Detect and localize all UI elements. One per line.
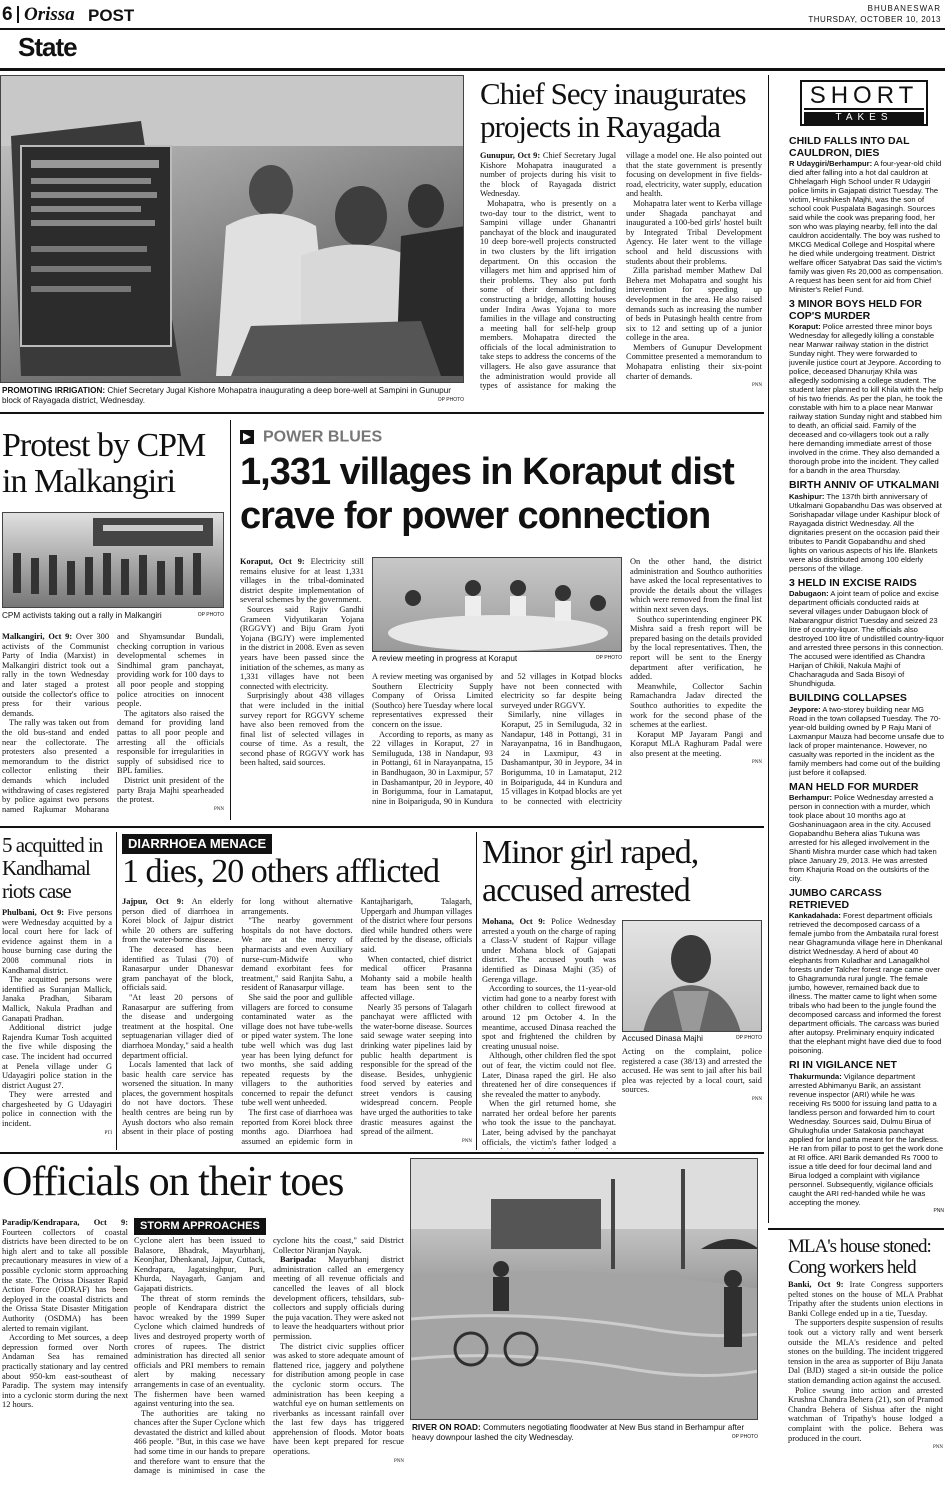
paragraph: The district civic supplies officer was asked to store adequate amount of flattened rice, jaggery and polythene for distribution among people in case the cyclonic storm occurs. The administration has been keeping a watchful eye on human settlements on riverbanks as incessant rainfall over the last few days has triggered apprehension of floods. Motor boats have been kept prepared for rescue operations. <box>273 1341 404 1457</box>
review-meeting-photo-art <box>373 558 622 652</box>
cpm-photo-caption <box>2 611 224 621</box>
paragraph: The authorities are taking no chances after the Super Cyclone which devastated the district and killed about 466 people. "But, in this case we have had some time in our hands to prepare and therefore want to ensure that the damage is minimised in case the cyclone hits the coast," said District Collector Niranjan Nayak. <box>134 1236 404 1476</box>
headline-storm: Officials on their toes <box>2 1160 344 1204</box>
byline: PTI <box>104 1130 112 1136</box>
paragraph: Koraput MP Jayaram Pangi and Koraput MLA Raghuram Padal were also present at the meeting. <box>630 729 762 758</box>
dateline: Dabugaon: <box>789 589 829 598</box>
accused-photo-art <box>623 921 762 1032</box>
short-take-item <box>789 299 944 475</box>
short-take-headline: JUMBO CARCASS RETRIEVED <box>789 887 882 911</box>
short-take-headline: 3 HELD IN EXCISE RAIDS <box>789 576 917 589</box>
short-takes-column <box>789 131 944 1221</box>
column-rule <box>230 420 231 820</box>
column-rule <box>476 832 477 1150</box>
article-power-col1 <box>240 557 364 815</box>
short-take-item <box>789 578 944 689</box>
paragraph: The agitators also raised the demand for providing land pattas to all poor people and arresting all the officials responsible for irregularities in supply of subsidised rice to BPL families. <box>117 708 224 776</box>
paragraph: Similarly, nine villages in Koraput, 25 in Semiluguda, 32 in Nandapur, 148 in Pottangi, 31 in Narayanpatna, 16 in Bandhugaon, 24 in Laxmipur, 43 in Dashamantpur, 30 in Jeypore, 34 in Borigumma, 10 in Lamataput, 212 in Boipariguda, 44 in Kundura and 15 villages in Kotpad blocks are yet to be connected with electricity <box>501 710 622 806</box>
paragraph: Mohapatra, who is presently on a two-day tour to the district, went to Sampini village under Ghanantri panchayat of the block and inaugurated 10 deep bore-well projects constructed in two clusters by the lift irrigation department. On this occasion the villagers met him and apprised him of their problems. They also put forth some of their demands including constructing a bridge, allotting houses under Indira Awas Yojana to more families in the village and constructing a meeting hall for self-help group members. Mohapatra directed the officials of the local administration to take steps to address the concerns of the villagers. He also gave assurance that the administration would provide all types of assistance for making the village a model one. He also pointed out that the state government is presently focusing on development in five fields-road, electricity, water supply, education and health. <box>480 151 762 391</box>
short-take-text: Police arrested three minor boys Wednesday for allegedly killing a constable near Manwar railway station in the district Sunday night. They were forwarded to juvenile justice court at Jeypore. According to police, deceased Dhanurjay Khila was allegedly sodomising a college student. The student later planned to kill Khila with the help of his two friends. As per the plan, he took the constable with him to a place near Manwar railway station Sunday night and stabbed him to death, an official said. Family of the deceased and co-villagers took out a rally here demanding immediate arrest of those involved in the crime. They also demanded a thorough probe into the incident. They called for a bandh in the area Thursday. <box>789 322 944 475</box>
story-rule <box>768 1228 944 1230</box>
headline-mla: MLA's house stoned: Cong workers held <box>788 1236 931 1278</box>
short-take-item <box>789 693 944 777</box>
short-take-text: A joint team of police and excise department officials conducted raids at several villages under Dabugaon block of Nabarangpur district Tuesday and seized 23 litre of country-liquor. The officials also destroyed 100 litre of undistilled country-liquor and arrested three persons in this connection. The accused were identified as Chandra Harijan of Chikili, Nakula Majhi of Chacharaguda and Sada Bisoyi of Shundhiguda. <box>789 589 944 688</box>
short-take-headline: MAN HELD FOR MURDER <box>789 780 919 793</box>
paragraph: On the other hand, the district administration and Southco authorities have asked the local representatives to provide the details about the villages which were removed from the final list within next seven days. <box>630 557 762 614</box>
short-take-text: The 137th birth anniversary of Utkalmani Gopabandhu Das was observed at Sorishapadar village under Kashipur block of Rayagada district Wednesday. All the dignitaries present on the occasion paid their tributes to Pandit Gopabandhu and shed lights on various aspects of his life. Blankets were also distributed among 100 elderly persons of the village. <box>789 491 942 573</box>
dateline: Gunupur, Oct 9: <box>480 151 541 160</box>
short-take-item <box>789 888 944 1055</box>
article-minor-col2 <box>622 1047 762 1149</box>
dateline: R Udaygiri/Berhampur: <box>789 159 873 168</box>
masthead-divider <box>17 6 19 23</box>
article-minor-col1 <box>482 917 616 1149</box>
paragraph: Irate Congress supporters pelted stones on the house of MLA Prabhat Tripathy after the students union elections in Banki College ended up in a tie, Tuesday. <box>788 1280 943 1318</box>
review-meeting-caption <box>372 654 622 664</box>
paragraph: The threat of storm reminds the people of Kendrapara district the havoc wreaked by the 1999 Super Cyclone which claimed hundreds of lives and destroyed property worth of crores of rupees. The district administration has directed all senior officials and PRI members to remain alert by making necessary arrangements in case of an eventuality. The fishermen have been warned against venturing into the sea. <box>134 1293 265 1409</box>
byline: PNN <box>393 1458 404 1464</box>
paragraph: "The nearby government hospitals do not have doctors. We are at the mercy of pharmacists and even Auxiliary nurse-cum-Midwife who demand exorbitant fees for treatment," said Ranjita Sahu, a resident of Ranasarpur village. <box>241 916 353 993</box>
short-take-text: Police Wednesday arrested a person in connection with a murder, which took place about 10 months ago at Goshaninuagaon area in the city. Accused Gopabandhu Behera alias Tukuna was arrested for his alleged involvement in the Shanti Mishra murder case which had taken place January 29, 2013. He was arrested from Khajuria Road on the outskirts of the city. <box>789 793 937 883</box>
paragraph: When the girl returned home, she narrated her ordeal before her parents who took the issue to the panchayat. Later, being advised by the panchayat officials, the victim's father lodged a <box>482 1099 616 1147</box>
caption-text: Chief Secretary Jugal Kishore Mohapatra inaugurating a deep bore-well at Sampini in Gunupur block of Rayagada district, Wednesday. <box>2 386 452 405</box>
caption-label: PROMOTING IRRIGATION: <box>2 386 106 395</box>
article-power-col2 <box>372 672 622 815</box>
paragraph: Police Wednesday arrested a youth on the charge of raping a Class-V student of Rajpur village under Mohana block of Gajapati district. The accused youth was identified as Dinasa Majhi (35) of Gerenga village. <box>482 917 616 984</box>
short-take-headline: BUILDING COLLAPSES <box>789 692 907 704</box>
short-takes-logo <box>800 80 928 126</box>
paper-name-italic: Orissa <box>24 4 75 25</box>
paragraph: Acting on the complaint, police registered a case (38/13) and arrested the accused. He was sent to jail after his bail plea was rejected by a local court, said sources. <box>622 1047 762 1095</box>
accused-photo <box>622 920 762 1032</box>
column-rule <box>116 832 117 1150</box>
dateline: Malkangiri, Oct 9: <box>2 632 73 641</box>
article-kandhamal <box>2 908 112 1148</box>
paragraph: Five persons were Wednesday acquitted by a local court here for lack of evidence against them in a house burning case during the 2008 communal riots in Kandhamal district. <box>2 908 112 975</box>
caption-text: Accused Dinasa Majhi <box>622 1034 704 1043</box>
headline-power: 1,331 villages in Koraput dist crave for power connection <box>240 451 734 537</box>
dateline: Paradip/Kendrapara, Oct 9: <box>2 1218 128 1227</box>
paragraph: Chief Secretary Jugal Kishore Mohapatra inaugurated a number of projects during his visit to the block of Rayagada district Wednesday. <box>480 151 617 199</box>
dateline: Koraput, Oct 9: <box>240 557 305 566</box>
short-take-item <box>789 782 944 884</box>
paragraph: Locals lamented that lack of basic health care service has worsened the situation. In many places, the government hospitals do not have doctors. These health centres are being run by Ayush doctors who also remain absent in their place of posting for long without alternative arrangements. <box>122 897 353 1137</box>
dateline: Kankadahada: <box>789 911 841 920</box>
paragraph: Zilla parishad member Mathew Dal Behera met Mohapatra and sought his intervention for speeding up development in the area. He also raised demands such as increasing the number of beds in Putasingh health centre from six to 12 and setting up of a junior college in the area. <box>626 266 762 343</box>
byline: PNN <box>751 1096 762 1102</box>
photo-credit: OP PHOTO <box>197 612 224 618</box>
section-rule <box>0 68 945 71</box>
article-storm-col1 <box>2 1218 128 1484</box>
dateline: Mohana, Oct 9: <box>482 917 546 926</box>
story-rule <box>0 826 764 828</box>
column-rule <box>768 75 769 1223</box>
section-title: State <box>18 32 77 62</box>
paragraph: The first case of diarrhoea was reported from Korei block three months ago. Diarrhoea had assumed an epidemic form in Kantajharigarh, Talagarh, Uppergarh and Jhumpan villages of the district where four persons died while hundred others were affected by the disease, officials said. <box>241 897 472 1146</box>
headline-kandhamal: 5 acquitted in Kandhamal riots case <box>2 834 103 903</box>
paragraph: Sources said Rajiv Gandhi Grameen Vidyutikaran Yojana (RGGVY) and Biju Gram Jyoti Yojana (BGJY) were implemented in the district in 2008. Even as seven years have been passed since the initiation of the schemes, as many as 1,331 villages have not been connected with electricity. <box>240 604 364 691</box>
city: BHUBANESWAR <box>867 4 941 13</box>
paragraph: Southco superintending engineer PK Mishra said a fresh report will be prepared basing on the details provided by the local representatives. Then, the report will be sent to the Energy department after verification, he added. <box>630 614 762 682</box>
masthead <box>0 0 945 62</box>
inauguration-photo-art <box>1 76 464 383</box>
dateline: Koraput: <box>789 322 821 331</box>
article-storm-col2 <box>134 1236 404 1484</box>
article-mla <box>788 1280 943 1484</box>
date: THURSDAY, OCTOBER 10, 2013 <box>808 15 941 24</box>
inauguration-photo <box>0 75 464 383</box>
short-take-headline: BIRTH ANNIV OF UTKALMANI <box>789 479 940 491</box>
short-takes-logo-top: SHORT <box>804 84 924 110</box>
dateline: Thakurmunda: <box>789 1071 842 1081</box>
paragraph: The deceased has been identified as Tulasi (70) of Ranasarpur under Dhanesvar gram panchayat of the block, officials said. <box>122 944 234 993</box>
flood-photo-art <box>411 1159 758 1420</box>
dateline: Jeypore: <box>789 704 821 714</box>
byline: PNN <box>751 383 762 389</box>
paragraph: An elderly person died of diarrhoea in Korei block of Jajpur district while 20 others are suffering from the water-borne disease. <box>122 897 234 945</box>
flood-photo <box>410 1158 758 1420</box>
paragraph: According to reports, as many as 22 villages in Koraput, 27 in Semiluguda, 138 in Nandapur, 93 in Pottangi, 61 in Narayanpatna, 15 in Bandhugaon, 30 in Laxmipur, 57 in Dashamantpur, 20 in Jeypore, 40 in Borigumma, four in Lamataput, nine in Boipariguda, 90 in Kundura and 52 villages in Kotpad blocks have not been connected with electricity so far despite being surveyed under RGGVY. <box>372 672 622 806</box>
short-take-text: A four-year-old child died after falling into a hot dal cauldron at Chhelagarh High School under R Udaygiri police limits in Gajapati district Tuesday. The victim, Hrushikesh Majhi, was the son of school cook Puspalata Bagasingh. Sources said while the cook was preparing food, her son who was playing nearby, fell into the dal cauldron accidentally. The boy was rushed to MKCG Medical College and Hospital where he died while undergoing treatment. District welfare officer Satyabrat Das said the victim's family was given Rs 20,000 as compensation. A request has been sent for aid from Chief Minister's Relief Fund. <box>789 159 944 294</box>
power-kicker <box>240 428 382 446</box>
short-take-item <box>789 136 944 294</box>
storm-kicker: STORM APPROACHES <box>134 1218 266 1235</box>
dateline: Berhampur: <box>789 793 833 802</box>
paragraph: The supporters despite suspension of results took out a victory rally and went berserk outside the MLA's residence and pelted stones on the building. The incident triggered tension in the area as supporter of Biju Janata Dal (BJD) staged a sit-in outside the police station demanding action against the accused. <box>788 1318 943 1385</box>
headline-cpm: Protest by CPM in Malkangiri <box>2 428 206 500</box>
article-rayagada <box>480 151 762 409</box>
page-number: 6 <box>2 4 13 25</box>
diarrhoea-kicker: DIARRHOEA MENACE <box>122 834 272 854</box>
inauguration-photo-caption <box>2 386 464 406</box>
short-take-headline: 3 MINOR BOYS HELD FOR COP'S MURDER <box>789 298 923 322</box>
cpm-rally-photo-art <box>3 513 224 608</box>
photo-credit: OP PHOTO <box>595 655 622 661</box>
photo-credit: OP PHOTO <box>437 396 464 403</box>
byline: PNN <box>461 1138 472 1144</box>
article-diarrhoea <box>122 897 472 1147</box>
headline-diarrhoea: 1 dies, 20 others afflicted <box>122 854 440 890</box>
kicker-text: POWER BLUES <box>263 428 383 446</box>
paragraph: According to sources, the 11-year-old victim had gone to a nearby forest with other children to collect firewood at around 12 pm October 4. In the meantime, accused Dinasa reached the spot and frightened the children by creating unusual noise. <box>482 984 616 1051</box>
paragraph: According to Met sources, a deep depression formed over North Andaman Sea has remained practically stationary and lay centred about 950-km east-southeast of Paradip. The system may intensify into a cyclonic storm during the next 12 hours. <box>2 1333 128 1410</box>
dateline: Jajpur, Oct 9: <box>122 897 184 906</box>
byline: PNN <box>213 806 224 812</box>
short-take-text: A two-storey building near MG Road in the town collapsed Tuesday. The 70-year-old building owned by P Raju Mani of Laxmanpur Mauza had become unsafe due to lack of proper maintenance. However, no casualty was reported in the incident as the family members had come out of the building just before it collapsed. <box>789 704 944 777</box>
headline-minor: Minor girl raped, accused arrested <box>482 834 699 909</box>
short-take-text: Vigilance department arrested Abhimanyu Barik, an assistant revenue inspector (ARI) while he was receiving Rs 5000 for issuing land patta to a landless person and forwarded him to court Wednesday. Sources said, Dulmu Birua of Ghulughulia under Satakosia panchayat applied for land patta meant for the landless. He ran from pillar to post to get the work done at RI office. ARI Barik demanded Rs 7000 to issue a title deed for four decimal land and Birua lodged a complaint with vigilance personnel. Subsequently, vigilance officials caught the ARI red-handed while he was accepting the money. <box>789 1071 944 1207</box>
headline-rayagada: Chief Secy inaugurates projects in Rayagada <box>480 77 746 143</box>
caption-label: RIVER ON ROAD: <box>412 1423 481 1432</box>
photo-credit: OP PHOTO <box>735 1035 762 1041</box>
dateline: Baripada: <box>280 1255 317 1265</box>
paragraph: The rally was taken out from the old bus-stand and ended near the collectorate. The protesters also presented a memorandum to the district collector enlisting their demands which included withdrawing of cases registered by police against two persons named Rajkumar Moharana and Shyamsundar Bundali, checking corruption in various developmental schemes in Sindhimal gram panchayat, providing work for 100 days to all poor people and stopping police atrocities on innocent people. <box>2 632 224 814</box>
caption-text: CPM activists taking out a rally in Malkangiri <box>2 611 162 620</box>
byline: PNN <box>932 1445 943 1451</box>
paragraph: Over 300 activists of the Communist Party of India (Marxist) in Malkangiri district took out a rally in the town Wednesday and later staged a protest outside the collector's office to press for their various demands. <box>2 632 110 718</box>
paragraph: They were arrested and chargesheeted by G Udayagiri police in connection with the incident. <box>2 1090 112 1129</box>
kicker-square-icon <box>240 430 254 444</box>
paragraph: District unit president of the party Braja Majhi spearheaded the protest. <box>117 775 224 805</box>
short-take-item <box>789 480 944 573</box>
photo-credit: OP PHOTO <box>731 1433 758 1440</box>
article-cpm <box>2 632 224 824</box>
story-rule <box>0 412 764 414</box>
caption-text: Commuters negotiating floodwater at New Bus stand in Berhampur after heavy downpour lashed the city Wednesday. <box>412 1423 745 1442</box>
caption-text: A review meeting in progress at Koraput <box>372 654 518 663</box>
paper-name-bold: POST <box>88 6 135 25</box>
paragraph: Members of Gunupur Development Committee presented a memorandum to Mohapatra enlisting their six-point charter of demands. <box>626 342 762 381</box>
paragraph: Surprisingly about 438 villages that were included in the initial survey report for RGGVY scheme have also been removed from the final list of selected villages in course of time. As a result, the second phase of RGGVY work has been halted, said sources. <box>240 691 364 768</box>
paragraph: Additional district judge Rajendra Kumar Tosh acquitted the five while disposing the case. The incident had occurred at Penela village under G Udayagiri police station in the district August 27. <box>2 1023 112 1090</box>
masthead-rule <box>0 28 945 30</box>
short-take-text: Forest department officials retrieved the decomposed carcass of a female jumbo from the Ambataila rural forest near Ghagramunda village here in Dhenkanal district Wednesday. A herd of about 40 elephants from Kuladhar and Lanagalkhol forests under Talcher forest range came over to Ghagramunda rural jungle. The female jumbo, however, remained back due to illness. The matter came to light when some tribals who had been to the jungle found the decomposed carcass and informed the forest department officials. The carcass was buried after autopsy. Preliminary enquiry indicated that the elephant might have died due to food poisoning. <box>789 911 943 1055</box>
paragraph: When contacted, chief district medical officer Prasanna Mohanty said a mobile health team has been sent to the affected village. <box>360 954 472 1002</box>
paragraph: Mayurbhanj district administration called an emergency meeting of all revenue officials and cancelled the leaves of all block development officers, tehsildars, sub-collectors and supply officials during the puja vacation. They were asked not to leave the headquarters without prior permission. <box>273 1255 404 1341</box>
accused-photo-caption <box>622 1034 762 1044</box>
short-take-headline: RI IN VIGILANCE NET <box>789 1059 897 1071</box>
paragraph: Electricity still remains elusive for at least 1,331 villages in the tribal-dominated district despite implementation of several schemes by the government. <box>240 557 364 605</box>
paragraph: Fourteen collectors of coastal districts have been directed to be on high alert and to take all possible precautionary measures in view of a possible cyclonic storm approaching the state. The Orissa Disaster Rapid Action Force (ODRAF) has been deployed in the coastal districts and the Orissa State Disaster Mitigation Authority (OSDMA) has been alerted to remain vigilant. <box>2 1227 128 1333</box>
dateline: Banki, Oct 9: <box>788 1280 844 1289</box>
article-power-col3 <box>630 557 762 815</box>
paragraph: Cyclone alert has been issued to Balasore, Bhadrak, Mayurbhanj, Keonjhar, Dhenkanal, Jajpur, Cuttack, Kendrapara, Jagatsinghpur, Puri, Khurda, Nayagarh, Ganjam and Gajapati districts. <box>134 1236 265 1293</box>
paragraph: Police swung into action and arrested Krushna Chandra Behera (21), son of Pramod Chandra Behera of Sishua after the night watchman of Tripathy's house lodged a complaint with the police. Behera was produced in the court. <box>788 1385 943 1443</box>
byline: PNN <box>933 1207 944 1214</box>
cpm-rally-photo <box>2 512 224 608</box>
paragraph: She said the poor and gullible villagers are forced to consume contaminated water as the village does not have tube-wells or piped water system. The lone tube well which was dug last year has been lying defunct for two months, she said adding repeated requests by the villagers to the authorities concerned to repair the defunct tube well went unheeded. <box>241 992 353 1108</box>
paragraph: Meanwhile, Collector Sachin Ramachandra Jadav directed the Southco authorities to expedite the work for the second phase of the schemes at the earliest. <box>630 681 762 730</box>
paragraph: Nearly 35 persons of Talagarh panchayat were afflicted with the water-borne disease. Sources said sewage water seeping into drinking water pipelines laid by public health department is responsible for the spread of the disease. Besides, unhygienic food served by eateries and street vendors is causing widespread concern. People have urged the authorities to take drastic measures against the spread of the ailment. <box>360 1002 472 1137</box>
dateline: Kashipur: <box>789 491 825 501</box>
dateline: Phulbani, Oct 9: <box>2 908 65 917</box>
paragraph: "At least 20 persons of Ranasarpur are suffering from the disease and undergoing treatment at the hospital. One septuagenarian villager died of diarrhoea Monday," said a health department official. <box>122 992 234 1060</box>
short-take-item <box>789 1060 944 1207</box>
paragraph: The acquitted persons were identified as Suranjan Mallick, Janaka Pradhan, Sibaram Mallick, Nakula Pradhan and Ganapati Pradhan. <box>2 975 112 1023</box>
byline: PNN <box>751 760 762 766</box>
story-rule <box>0 1152 764 1154</box>
paragraph: Mohapatra later went to Kerba village under Shagada panchayat and inaugurated a 100-bed girls' hostel built by Integrated Tribal Development Agency. He later went to the village school and held discussions with students about their problems. <box>626 198 762 266</box>
short-takes-logo-bottom: TAKES <box>804 112 924 124</box>
short-take-headline: CHILD FALLS INTO DAL CAULDRON, DIES <box>789 135 910 159</box>
paragraph: Although, other children fled the spot out of fear, the victim could not flee. Later, Dinasa raped the girl. He also threatened her of dire consequences if she revealed the matter to anybody. <box>482 1051 616 1099</box>
review-meeting-photo <box>372 557 622 652</box>
paragraph: A review meeting was organised by Southern Electricity Supply Company of Orissa Limited (Southco) here Tuesday where local representatives expressed their concern on the issue. <box>372 672 493 729</box>
flood-photo-caption <box>412 1423 758 1443</box>
